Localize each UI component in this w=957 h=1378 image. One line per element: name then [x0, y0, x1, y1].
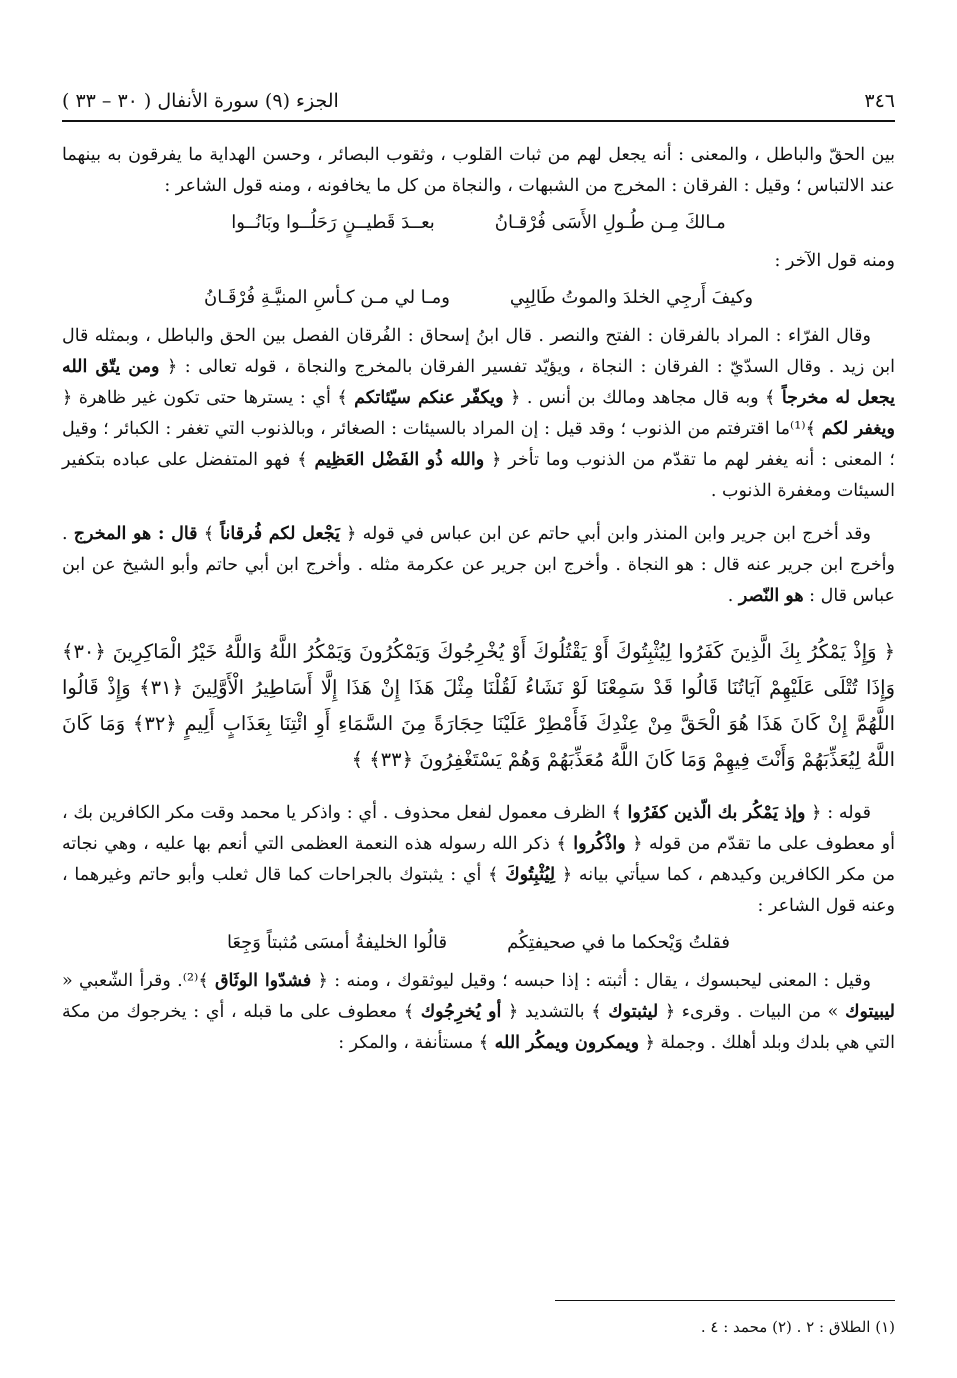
page-body	[62, 140, 895, 1059]
poetry-verse-1	[62, 202, 895, 244]
paragraph-6	[62, 966, 895, 1059]
text-run: وقيل : المعنى ليحبسوك ، يقال : أثبته : إذا حبسه ؛ وقيل ليوثقوك ، ومنه : ﴿	[317, 971, 871, 991]
text-run: ﴾⁽²⁾. وقرأ الشّعبي «	[62, 971, 209, 991]
text-run: ﴾ معطوف على ما قبله ، أي : يخرجوك من مكة التي هي بلدك وبلد أهلك . وجملة ﴿	[62, 1002, 895, 1053]
text-run: ﴾⁽¹⁾ما اقترفتم من الذنوب ؛ وقد قيل : إن المراد بالسيئات : الصغائر ، وبالذنوب التي تغفر : الكبائر ؛ وقيل ؛ المعنى : أنه يغفر لهم ما تقدّم من الذنوب وما تأخر ﴿	[62, 419, 895, 470]
quote-bold: فشدّوا الوثَاق	[214, 971, 312, 991]
quote-bold: ليثبتوك	[608, 1002, 659, 1022]
paragraph-5	[62, 798, 895, 922]
text-run: وقال الفرّاء : المراد بالفرقان : الفتح والنصر . قال ابنُ إسحاق : الفُرقان الفصل بين الحق والباطل ، وبمثله قال ابن زيد . وقال السدّيّ : الفرقان : النجاة ، ويؤيّد تفسير الفرقان بالمخرج والنجاة ، قوله تعالى : ﴿	[62, 326, 895, 377]
text-run: ﴾ وبه قال مجاهد ومالك بن أنس . ﴿	[510, 388, 776, 408]
paragraph-3	[62, 321, 895, 507]
poetry-verse-3	[62, 922, 895, 964]
quote-bold: ويكفّر عنكم سيّئاتكم	[354, 388, 504, 408]
quote-bold: يَجْعل لكم فُرقاناً	[220, 524, 340, 544]
quote-bold: ويمكرون ويمكُر الله	[494, 1033, 640, 1053]
text-run: ﴾ ذكر الله رسوله هذه النعمة العظمى التي أنعم بها عليه ، وهي نجاته من مكر الكافرين وكيدهم ، كما سيأتي بيانه ﴿	[62, 834, 895, 885]
verse-2-left: ومـا لي مـن كـأسِ المنيَّـةِ فُرْقَـانُ	[204, 287, 450, 308]
verse-3-left: قالُوا الخليفةُ أمسَى مُثبتاً وَجِعَا	[226, 932, 448, 953]
verse-2-right: وكيفَ أَرجِي الخلدَ والموتُ طَالِبِي	[509, 287, 754, 308]
paragraph-1: بين الحقّ والباطل ، والمعنى : أنه يجعل لهم من ثبات القلوب ، وثقوب البصائر ، وحسن الهداية ما يفرقون به بينهما عند الالتباس ؛ وقيل : الفرقان : المخرج من الشبهات ، والنجاة من كل ما يخافونه ، ومنه قول الشاعر :	[62, 145, 895, 196]
text-run: ﴾ فهو المتفضل على عباده بتكفير السيئات ومغفرة الذنوب .	[62, 450, 895, 501]
text-run: » من البيات . وقرىء ﴿	[664, 1002, 839, 1022]
quote-bold: لِيُثْبِتُوكَ	[505, 865, 556, 885]
text-run: ﴾ مستأنفة ، والمكر :	[338, 1033, 490, 1053]
text-run: . وأخرج ابن جرير عنه قال : هو النجاة . وأخرج ابن جرير عن عكرمة مثله . وأخرج ابن أبي حاتم وأبو الشيخ عن ابن عباس قال :	[62, 524, 895, 606]
quote-bold: وإذ يَمْكُر بك الّذين كفَرُوا	[627, 803, 806, 823]
text-run: قوله : ﴿	[811, 803, 871, 823]
page-number: ٣٤٦	[864, 90, 895, 112]
footnote-divider	[555, 1300, 895, 1301]
quran-verses: ﴿ وَإِذْ يَمْكُرُ بِكَ الَّذِينَ كَفَرُوا لِيُثْبِتُوكَ أَوْ يَقْتُلُوكَ أَوْ يُخْرِجُوكَ وَيَمْكُرُونَ وَيَمْكُرُ اللَّهُ وَاللَّهُ خَيْرُ الْمَاكِرِينَ ﴿٣٠﴾ وَإِذَا تُتْلَى عَلَيْهِمْ آيَاتُنَا قَالُوا قَدْ سَمِعْنَا لَوْ نَشَاءُ لَقُلْنَا مِثْلَ هَذَا إِنْ هَذَا إِلَّا أَسَاطِيرُ الْأَوَّلِينَ ﴿٣١﴾ وَإِذْ قَالُوا اللَّهُمَّ إِنْ كَانَ هَذَا هُوَ الْحَقَّ مِنْ عِنْدِكَ فَأَمْطِرْ عَلَيْنَا حِجَارَةً مِنَ السَّمَاءِ أَوِ ائْتِنَا بِعَذَابٍ أَلِيمٍ ﴿٣٢﴾ وَمَا كَانَ اللَّهُ لِيُعَذِّبَهُمْ وَأَنْتَ فِيهِمْ وَمَا كَانَ اللَّهُ مُعَذِّبَهُمْ وَهُمْ يَسْتَغْفِرُونَ ﴿٣٣﴾ ﴾	[62, 640, 896, 771]
quote-bold: هو النّصر	[738, 586, 804, 606]
text-run: وقد أخرج ابن جرير وابن المنذر وابن أبي حاتم عن ابن عباس في قوله ﴿	[346, 524, 871, 544]
text-run: .	[727, 586, 734, 606]
verse-3-right: فقلتُ وَيْحكما ما في صحيفتِكُم	[507, 932, 731, 953]
page	[62, 0, 895, 1378]
text-run: ﴾ أي : يسترها حتى تكون غير ظاهرة ﴿	[62, 388, 348, 408]
header-title: الجزء (٩) سورة الأنفال ( ٣٠ – ٣٣ )	[62, 90, 339, 112]
text-run: ﴾ بالتشديد ﴿	[508, 1002, 602, 1022]
quote-bold: ويغفر لكم	[821, 419, 895, 439]
quote-bold: والله ذُو الفَضْل العَظِيم	[314, 450, 485, 470]
running-header	[62, 86, 895, 122]
quote-bold: قال : هو المخرج	[73, 524, 198, 544]
paragraph-4	[62, 519, 895, 612]
poetry-verse-2	[62, 277, 895, 319]
text-run: ﴾ أي : يثبتوك بالجراحات كما قال ثعلب وأبو حاتم وغيرهما ، وعنه قول الشاعر :	[62, 865, 895, 916]
quote-bold: أو يُخرِجُوك	[420, 1002, 502, 1022]
verse-1-left: بعــدَ قَطيــنٍ رَحَلُــوا وبَانُــوا	[231, 212, 435, 233]
quote-bold: ومن يتّق الله يجعل له مخرجاً	[62, 357, 895, 408]
quote-bold: ليبيتوك	[845, 1002, 895, 1022]
verse-1-right: مـالكَ مِـن طُـولِ الأَسَى فُرْقـانُ	[494, 212, 726, 233]
text-run: ﴾	[203, 524, 214, 544]
paragraph-2: ومنه قول الآخر :	[774, 251, 895, 271]
text-run: ﴾ الظرف معمول لفعل محذوف . أي : واذكر يا محمد وقت مكر الكافرين بك ، أو معطوف على ما تقدّم من قوله ﴿	[62, 803, 895, 854]
quote-bold: واذْكُروا	[573, 834, 626, 854]
footnotes: (١) الطلاق : ٢ . (٢) محمد : ٤ .	[700, 1318, 895, 1336]
